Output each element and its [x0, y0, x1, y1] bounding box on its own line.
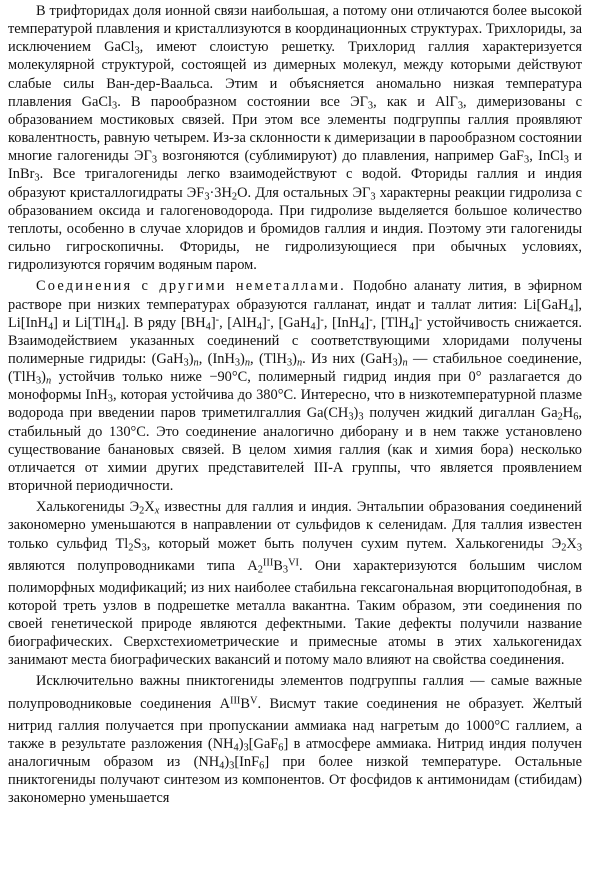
section-lead-heading: Соединения с другими неметаллами. — [36, 278, 346, 295]
paragraph-nonmetal-compounds — [8, 277, 582, 495]
paragraph-trihalides: В трифторидах доля ионной связи наибольшая, а потому они отличаются более высокой температурой плавления и кристаллизуются в координационных структурах. Трихлориды, за исключением GaCl$_3$, имеют слоистую решетку. Трихлорид галлия характеризуется молекулярной структурой, состоящей из димерных молекул, между которыми действуют слабые силы Ван-дер-Ваальса. Этим и объясняется аномально низкая температура плавления GaCl$_3$. В парообразном состоянии все $ЭГ_3$, как и AlГ$_3$, димеризованы с образованием мостиковых связей. При этом все элементы подгруппы галлия проявляют ковалентность, равную четырем. Из-за склонности к димеризации в парообразном состоянии многие галогениды $ЭГ_3$ возгоняются (сублимируют) до плавления, например GaF$_3$, InCl$_3$ и InBr$_3$. Все тригалогениды легко взаимодействуют с водой. Фториды галлия и индия образуют кристаллогидраты $ЭF_3\cdot 3H_2O$. Для остальных $ЭГ_3$ характерны реакции гидролиза с образованием оксида и галогеноводорода. При гидролизе выделяется большое количество теплоты, особенно в случае хлоридов и бромидов галлия и индия. Поэтому эти галогениды сильно гигроскопичны. Фториды, не гидролизующиеся при обычных условиях, гидролизуются горячим водяным паром. — [8, 3, 583, 274]
paragraph-pnictogenides: Исключительно важны пниктогениды элементов подгруппы галлия — самые важные полупроводниковые соединения $A^{III}B^V$. Висмут такие соединения не образует. Желтый нитрид галлия получается при пропускании аммиака над нагретым до 1000°C галлием, а также в результате разложения $(NH_4)_3[GaF_6]$ в атмосфере аммиака. Нитрид индия получен аналогичным образом из $(NH_4)_3[InF_6]$ при более низкой температуре. Остальные пниктогениды получают синтезом из компонентов. От фосфидов к антимонидам (стибидам) закономерно уменьшается — [8, 673, 583, 807]
paragraph-body: Подобно аланату лития, в эфирном растворе при низких температурах образуются галланат, индат и таллат лития: Li[GaH$_4$], Li[InH$_4$] и Li[TlH$_4$]. В ряду $[BH_4]^-$, [AlH$_4$]-, [GaH$_4$]-, [InH$_4$]-, [TlH$_4$]- устойчивость снижается. Взаимодействием указанных соединений с соответствующими хлоридами получены полимерные гидриды: $(GaH_3)_n$, $(InH_3)_n$, $(TlH_3)_n$. Из них $(GaH_3)_n$ — стабильное соединение, $(TlH_3)_n$ устойчив только ниже −90°C, полимерный гидрид индия при 0° разлагается до моноформы InH$_3$, которая устойчива до 380°C. Интересно, что в низкотемпературной плазме водорода при введении паров триметилгаллия $Ga(CH_3)_3$ получен жидкий дигаллан $Ga_2H_6$, стабильный до 130°C. Это соединение аналогично диборану и в нем также установлено существование банановых связей. В целом химия галлия (как и химия бора) несколько отличается от химии других представителей III-A группы, что является проявлением вторичной периодичности. — [8, 278, 583, 495]
paragraph-chalcogenides: Халькогениды $Э_2X_x$ известны для галлия и индия. Энтальпии образования соединений закономерно уменьшаются в направлении от сульфидов к селенидам. Для таллия известен только сульфид $Tl_2S_3$, который может быть получен сухим путем. Халькогениды $Э_2X_3$ являются полупроводниками типа $A_2^{III}B_3^{VI}$. Они характеризуются большим числом полиморфных модификаций; из них наиболее стабильна гексагональная вюрцитоподобная, в которой треть узлов в подрешетке металла вакантна. Таким образом, эти соединения по своей генетической природе являются дефектными. Такие дефекты получили название биографических. Сверхстехиометрические и примесные атомы в этих халькогенидах занимают места биографических вакансий и потому мало влияют на свойства соединения. — [8, 499, 583, 669]
